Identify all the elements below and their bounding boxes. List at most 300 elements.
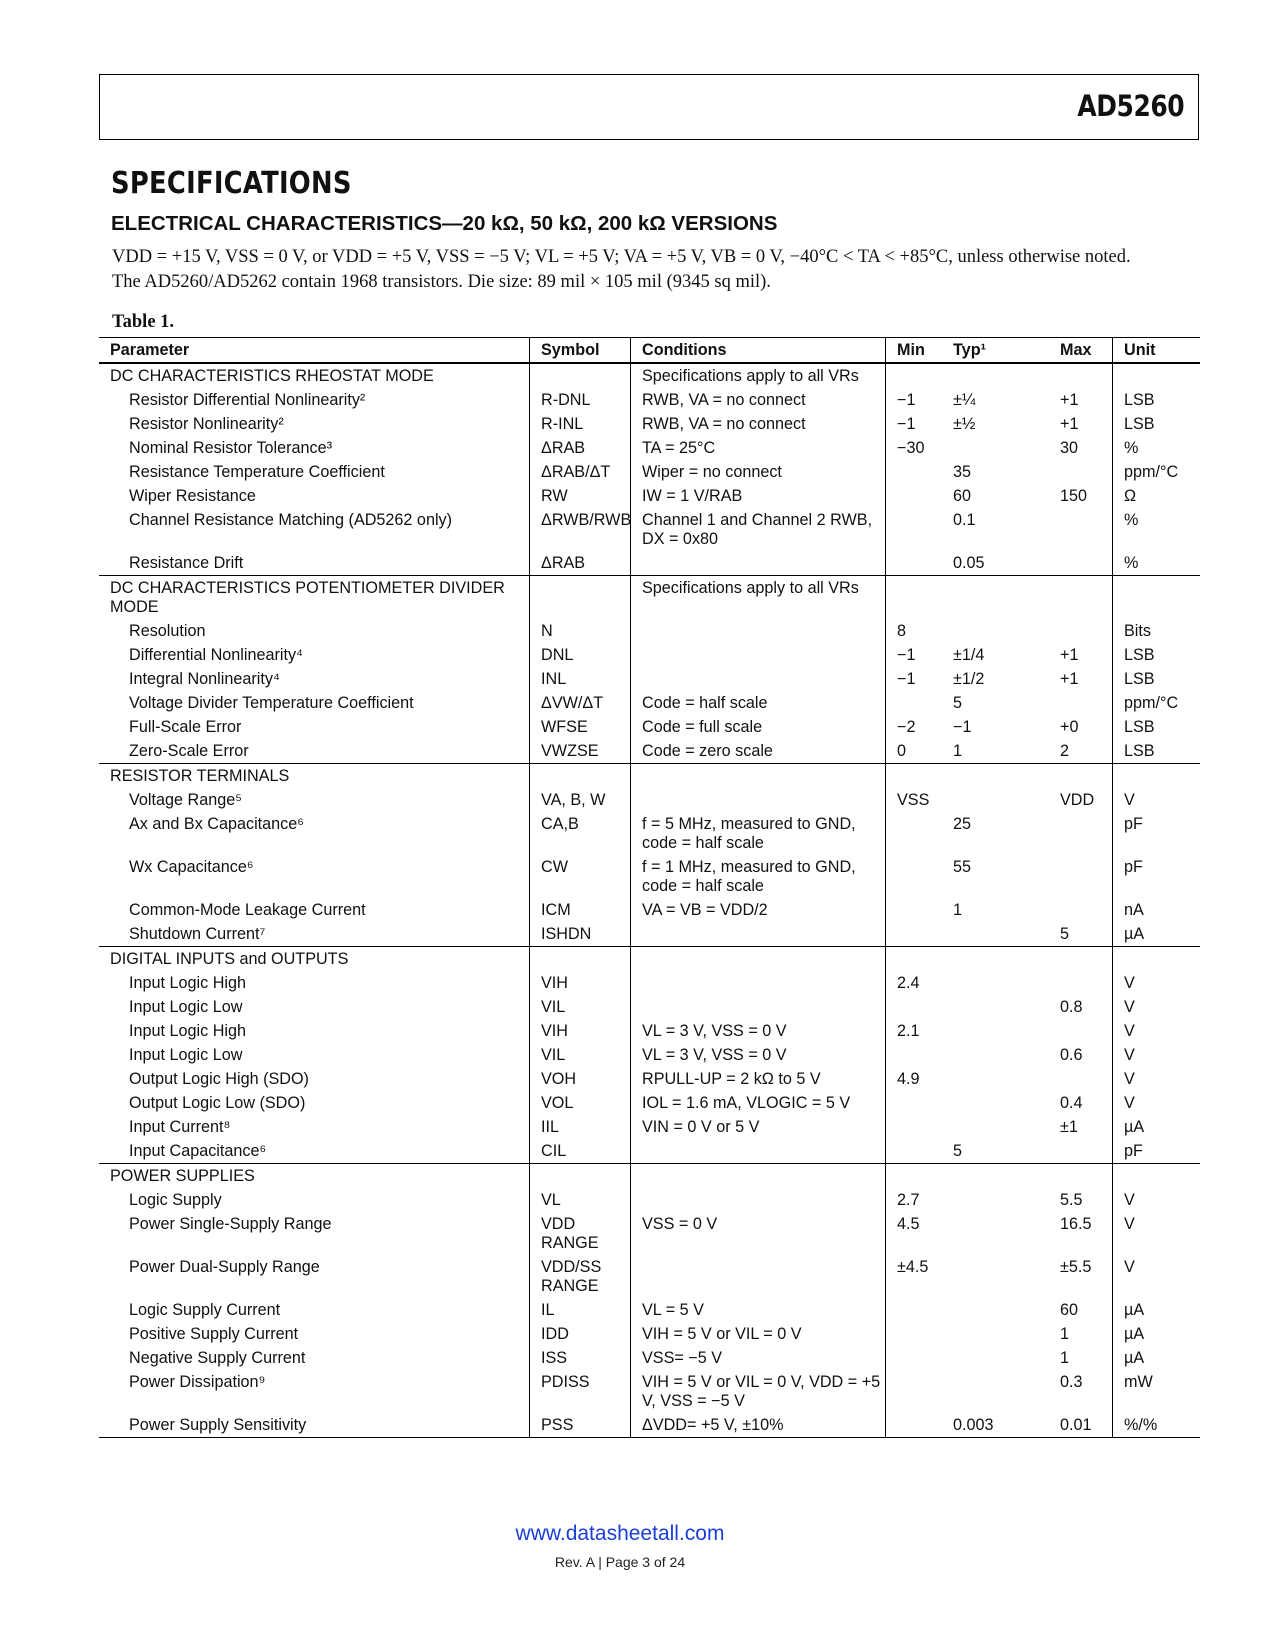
- cell-parameter: Input Logic Low: [129, 1046, 243, 1064]
- cell-conditions: VIH = 5 V or VIL = 0 V, VDD = +5 V, VSS = −5 V: [630, 1370, 885, 1413]
- cell-typ: [942, 1255, 1054, 1298]
- cell-symbol: N: [529, 619, 630, 643]
- cell-typ: ±1/4: [953, 646, 985, 664]
- cell-conditions: [630, 643, 885, 667]
- table-row: [99, 619, 1200, 643]
- cell-max: 0.6: [1060, 1046, 1083, 1064]
- table-row: [99, 508, 1200, 551]
- cell-min: ±4.5: [885, 1255, 942, 1298]
- cell-symbol: PDISS: [529, 1370, 630, 1413]
- cell-symbol: [529, 947, 630, 971]
- cell-min: VSS: [885, 788, 942, 812]
- cell-symbol: WFSE: [529, 715, 630, 739]
- cell-max: +1: [1060, 391, 1079, 409]
- cell-parameter: RESISTOR TERMINALS: [110, 767, 290, 785]
- cell-min: −1: [885, 667, 942, 691]
- section-row: [99, 575, 1200, 619]
- cell-conditions: RWB, VA = no connect: [630, 388, 885, 412]
- cell-symbol: ΔVW/ΔT: [529, 691, 630, 715]
- cell-typ: 60: [953, 487, 972, 505]
- cell-unit: pF: [1112, 1139, 1200, 1163]
- cell-max: [1054, 508, 1112, 551]
- cell-symbol: RW: [529, 484, 630, 508]
- table-row: [99, 1043, 1200, 1067]
- cell-typ: [942, 1322, 1054, 1346]
- cell-max: [1054, 1019, 1112, 1043]
- cell-unit: V: [1112, 788, 1200, 812]
- cell-min: [885, 1322, 942, 1346]
- cell-max: 5.5: [1060, 1191, 1083, 1209]
- cell-typ: 0.1: [953, 511, 976, 529]
- cell-conditions: [630, 1188, 885, 1212]
- cell-min: [885, 364, 942, 388]
- cell-unit: LSB: [1112, 412, 1200, 436]
- cell-unit: V: [1112, 1091, 1200, 1115]
- cell-parameter: Zero-Scale Error: [129, 742, 249, 760]
- cell-min: [885, 898, 942, 922]
- cell-parameter: Resistance Drift: [129, 554, 244, 572]
- cell-max: 0.8: [1060, 998, 1083, 1016]
- cell-min: [885, 812, 942, 855]
- cell-conditions: [630, 667, 885, 691]
- table-row: [99, 412, 1200, 436]
- cell-unit: [1112, 1164, 1200, 1188]
- cell-unit: LSB: [1112, 667, 1200, 691]
- cell-parameter: Output Logic Low (SDO): [129, 1094, 306, 1112]
- cell-parameter: Voltage Divider Temperature Coefficient: [129, 694, 414, 712]
- cell-min: [885, 764, 942, 788]
- cell-symbol: IIL: [529, 1115, 630, 1139]
- table-row: [99, 484, 1200, 508]
- cell-typ: [942, 619, 1054, 643]
- cell-conditions: RPULL-UP = 2 kΩ to 5 V: [630, 1067, 885, 1091]
- cell-typ: ±½: [953, 415, 976, 433]
- cell-symbol: IDD: [529, 1322, 630, 1346]
- cell-typ: [942, 947, 1054, 971]
- table-row: [99, 812, 1200, 855]
- cell-typ: 55: [953, 858, 972, 876]
- cell-conditions: VIN = 0 V or 5 V: [630, 1115, 885, 1139]
- cell-min: 4.5: [885, 1212, 942, 1255]
- cell-max: [1054, 1139, 1112, 1163]
- cell-parameter: Resistor Differential Nonlinearity²: [129, 391, 366, 409]
- cell-max: VDD: [1060, 791, 1095, 809]
- cell-max: +1: [1060, 646, 1079, 664]
- cell-parameter: Logic Supply: [129, 1191, 222, 1209]
- table-row: [99, 1212, 1200, 1255]
- cell-typ: [942, 971, 1054, 995]
- part-number: AD5260: [1077, 89, 1184, 123]
- cell-conditions: [630, 1139, 885, 1163]
- cell-symbol: ISS: [529, 1346, 630, 1370]
- cell-min: −1: [885, 412, 942, 436]
- cell-symbol: VIH: [529, 1019, 630, 1043]
- cell-unit: LSB: [1112, 739, 1200, 763]
- cell-typ: [942, 364, 1054, 388]
- cell-parameter: Shutdown Current⁷: [129, 925, 266, 943]
- cell-min: [885, 947, 942, 971]
- cell-conditions: [630, 551, 885, 575]
- cell-unit: µA: [1112, 922, 1200, 946]
- table-row: [99, 1188, 1200, 1212]
- cell-conditions: IOL = 1.6 mA, VLOGIC = 5 V: [630, 1091, 885, 1115]
- cell-max: +1: [1060, 415, 1079, 433]
- cell-min: [885, 1091, 942, 1115]
- cell-parameter: Power Single-Supply Range: [129, 1215, 332, 1233]
- cell-parameter: Input Logic High: [129, 1022, 246, 1040]
- cell-min: [885, 508, 942, 551]
- cell-unit: [1112, 947, 1200, 971]
- table-row: [99, 1322, 1200, 1346]
- cell-typ: [942, 788, 1054, 812]
- cell-typ: [942, 1115, 1054, 1139]
- cell-parameter: Common-Mode Leakage Current: [129, 901, 366, 919]
- cell-parameter: Full-Scale Error: [129, 718, 242, 736]
- cell-conditions: IW = 1 V/RAB: [630, 484, 885, 508]
- footer-page-info: Rev. A | Page 3 of 24: [554, 1554, 686, 1570]
- cell-symbol: ICM: [529, 898, 630, 922]
- cell-min: −1: [885, 388, 942, 412]
- cell-conditions: [630, 947, 885, 971]
- cell-typ: −1: [953, 718, 972, 736]
- section-row: [99, 763, 1200, 788]
- cell-parameter: Output Logic High (SDO): [129, 1070, 309, 1088]
- table-row: [99, 971, 1200, 995]
- table-row: [99, 1019, 1200, 1043]
- cell-symbol: ISHDN: [529, 922, 630, 946]
- header-max: Max: [1060, 341, 1092, 359]
- cell-typ: [942, 995, 1054, 1019]
- table-row: [99, 995, 1200, 1019]
- header-unit: Unit: [1112, 338, 1200, 362]
- cell-unit: nA: [1112, 898, 1200, 922]
- cell-conditions: [630, 922, 885, 946]
- cell-typ: [942, 1164, 1054, 1188]
- table-row: [99, 898, 1200, 922]
- cell-unit: µA: [1112, 1115, 1200, 1139]
- table-row: [99, 1091, 1200, 1115]
- header-conditions: Conditions: [630, 338, 885, 362]
- cell-conditions: [630, 995, 885, 1019]
- cell-typ: [942, 1346, 1054, 1370]
- cell-typ: 0.003: [953, 1416, 994, 1434]
- cell-parameter: Positive Supply Current: [129, 1325, 299, 1343]
- table-row: [99, 715, 1200, 739]
- table-row: [99, 855, 1200, 898]
- cell-parameter: Voltage Range⁵: [129, 791, 242, 809]
- cell-unit: µA: [1112, 1298, 1200, 1322]
- cell-typ: [942, 576, 1054, 619]
- table-body: [99, 363, 1200, 1438]
- intro-line-2: The AD5260/AD5262 contain 1968 transistors. Die size: 89 mil × 105 mil (9345 sq mil).: [112, 272, 771, 292]
- cell-conditions: TA = 25°C: [630, 436, 885, 460]
- header-typ: Typ¹: [953, 341, 986, 359]
- header-min: Min: [885, 338, 942, 362]
- cell-max: [1054, 764, 1112, 788]
- cell-conditions: [630, 788, 885, 812]
- cell-min: 2.1: [885, 1019, 942, 1043]
- cell-parameter: Power Dissipation⁹: [129, 1373, 266, 1391]
- cell-unit: LSB: [1112, 388, 1200, 412]
- cell-typ: 25: [953, 815, 972, 833]
- cell-min: [885, 922, 942, 946]
- cell-typ: 35: [953, 463, 972, 481]
- cell-parameter: Wiper Resistance: [129, 487, 256, 505]
- cell-conditions: [630, 764, 885, 788]
- cell-min: −2: [885, 715, 942, 739]
- table-row: [99, 1139, 1200, 1163]
- cell-symbol: CW: [529, 855, 630, 898]
- cell-symbol: VWZSE: [529, 739, 630, 763]
- footer-url-link[interactable]: www.datasheetall.com: [515, 1522, 725, 1545]
- cell-symbol: R-INL: [529, 412, 630, 436]
- cell-symbol: VDD/SS RANGE: [529, 1255, 630, 1298]
- cell-max: [1054, 1067, 1112, 1091]
- cell-min: [885, 1164, 942, 1188]
- cell-conditions: [630, 619, 885, 643]
- cell-parameter: Nominal Resistor Tolerance³: [129, 439, 333, 457]
- cell-typ: [942, 1067, 1054, 1091]
- cell-conditions: f = 1 MHz, measured to GND, code = half scale: [630, 855, 885, 898]
- cell-max: 1: [1060, 1349, 1070, 1367]
- cell-max: [1054, 551, 1112, 575]
- cell-unit: [1112, 364, 1200, 388]
- cell-typ: [942, 1188, 1054, 1212]
- cell-symbol: VIL: [529, 1043, 630, 1067]
- cell-unit: %/%: [1112, 1413, 1200, 1437]
- cell-symbol: VA, B, W: [529, 788, 630, 812]
- cell-min: −1: [885, 643, 942, 667]
- cell-conditions: VA = VB = VDD/2: [630, 898, 885, 922]
- cell-typ: 5: [953, 694, 963, 712]
- cell-parameter: Logic Supply Current: [129, 1301, 281, 1319]
- cell-symbol: VIH: [529, 971, 630, 995]
- cell-symbol: VOH: [529, 1067, 630, 1091]
- spec-table: [99, 337, 1200, 1438]
- cell-typ: [942, 436, 1054, 460]
- cell-symbol: [529, 576, 630, 619]
- cell-symbol: ΔRAB: [529, 436, 630, 460]
- cell-unit: µA: [1112, 1346, 1200, 1370]
- cell-parameter: Channel Resistance Matching (AD5262 only): [129, 511, 453, 529]
- cell-conditions: VIH = 5 V or VIL = 0 V: [630, 1322, 885, 1346]
- cell-min: [885, 460, 942, 484]
- cell-conditions: VL = 3 V, VSS = 0 V: [630, 1019, 885, 1043]
- table-row: [99, 1413, 1200, 1438]
- cell-conditions: Code = half scale: [630, 691, 885, 715]
- table-row: [99, 643, 1200, 667]
- cell-conditions: Code = zero scale: [630, 739, 885, 763]
- table-row: [99, 1067, 1200, 1091]
- cell-symbol: ΔRWB/RWB: [529, 508, 630, 551]
- cell-symbol: ΔRAB: [529, 551, 630, 575]
- cell-typ: [942, 1298, 1054, 1322]
- cell-unit: LSB: [1112, 643, 1200, 667]
- cell-unit: V: [1112, 995, 1200, 1019]
- cell-unit: [1112, 764, 1200, 788]
- cell-max: [1054, 947, 1112, 971]
- cell-min: [885, 1370, 942, 1413]
- cell-unit: Ω: [1112, 484, 1200, 508]
- table-row: [99, 551, 1200, 575]
- cell-symbol: ΔRAB/ΔT: [529, 460, 630, 484]
- cell-max: 16.5: [1060, 1215, 1092, 1233]
- cell-symbol: VOL: [529, 1091, 630, 1115]
- cell-unit: V: [1112, 1019, 1200, 1043]
- table-row: [99, 922, 1200, 946]
- cell-conditions: Specifications apply to all VRs: [630, 576, 885, 619]
- cell-typ: [942, 1091, 1054, 1115]
- table-row: [99, 739, 1200, 763]
- table-row: [99, 788, 1200, 812]
- cell-unit: %: [1112, 508, 1200, 551]
- cell-parameter: POWER SUPPLIES: [110, 1167, 255, 1185]
- cell-conditions: [630, 971, 885, 995]
- cell-min: −30: [885, 436, 942, 460]
- section-subtitle: ELECTRICAL CHARACTERISTICS—20 kΩ, 50 kΩ, 200 kΩ VERSIONS: [111, 212, 778, 235]
- cell-parameter: Negative Supply Current: [129, 1349, 306, 1367]
- cell-conditions: [630, 1164, 885, 1188]
- table-caption: Table 1.: [112, 312, 175, 332]
- cell-symbol: VIL: [529, 995, 630, 1019]
- cell-unit: Bits: [1112, 619, 1200, 643]
- cell-parameter: Resistance Temperature Coefficient: [129, 463, 385, 481]
- cell-max: 60: [1060, 1301, 1079, 1319]
- cell-max: [1054, 1164, 1112, 1188]
- cell-parameter: DC CHARACTERISTICS RHEOSTAT MODE: [110, 367, 434, 385]
- cell-max: [1054, 460, 1112, 484]
- intro-line-1: VDD = +15 V, VSS = 0 V, or VDD = +5 V, VSS = −5 V; VL = +5 V; VA = +5 V, VB = 0 V, −40°C < TA < +85°C, unless otherwise noted.: [112, 247, 1131, 267]
- table-row: [99, 388, 1200, 412]
- cell-unit: %: [1112, 436, 1200, 460]
- cell-parameter: Resistor Nonlinearity²: [129, 415, 284, 433]
- cell-max: 2: [1060, 742, 1070, 760]
- cell-symbol: [529, 1164, 630, 1188]
- cell-unit: [1112, 576, 1200, 619]
- cell-unit: pF: [1112, 812, 1200, 855]
- cell-conditions: f = 5 MHz, measured to GND, code = half scale: [630, 812, 885, 855]
- cell-symbol: DNL: [529, 643, 630, 667]
- table-row: [99, 1115, 1200, 1139]
- cell-symbol: CA,B: [529, 812, 630, 855]
- cell-max: [1054, 898, 1112, 922]
- cell-typ: [942, 1212, 1054, 1255]
- intro-text: [112, 245, 1202, 295]
- cell-typ: [942, 1370, 1054, 1413]
- cell-min: [885, 1413, 942, 1437]
- cell-typ: [942, 1043, 1054, 1067]
- cell-min: [885, 1346, 942, 1370]
- table-row: [99, 436, 1200, 460]
- cell-typ: ±1/2: [953, 670, 985, 688]
- cell-unit: V: [1112, 1067, 1200, 1091]
- cell-parameter: Integral Nonlinearity⁴: [129, 670, 280, 688]
- cell-conditions: ΔVDD= +5 V, ±10%: [630, 1413, 885, 1437]
- cell-unit: pF: [1112, 855, 1200, 898]
- cell-parameter: Wx Capacitance⁶: [129, 858, 254, 876]
- header-symbol: Symbol: [529, 338, 630, 362]
- header-parameter: Parameter: [110, 341, 190, 359]
- cell-typ: [942, 1019, 1054, 1043]
- table-row: [99, 1346, 1200, 1370]
- cell-max: 30: [1060, 439, 1079, 457]
- cell-conditions: VL = 5 V: [630, 1298, 885, 1322]
- cell-unit: mW: [1112, 1370, 1200, 1413]
- cell-typ: [942, 922, 1054, 946]
- cell-max: [1054, 364, 1112, 388]
- cell-min: [885, 576, 942, 619]
- table-row: [99, 667, 1200, 691]
- cell-min: 2.7: [885, 1188, 942, 1212]
- cell-symbol: PSS: [529, 1413, 630, 1437]
- cell-parameter: Input Logic High: [129, 974, 246, 992]
- cell-parameter: Power Dual-Supply Range: [129, 1258, 320, 1276]
- cell-min: [885, 551, 942, 575]
- cell-symbol: CIL: [529, 1139, 630, 1163]
- cell-conditions: RWB, VA = no connect: [630, 412, 885, 436]
- cell-max: [1054, 691, 1112, 715]
- cell-max: ±1: [1060, 1118, 1078, 1136]
- cell-min: 8: [885, 619, 942, 643]
- page-header-box: [99, 74, 1199, 140]
- cell-unit: V: [1112, 971, 1200, 995]
- cell-symbol: VDD RANGE: [529, 1212, 630, 1255]
- cell-symbol: [529, 764, 630, 788]
- cell-max: 0.4: [1060, 1094, 1083, 1112]
- cell-parameter: Resolution: [129, 622, 206, 640]
- cell-parameter: Input Capacitance⁶: [129, 1142, 267, 1160]
- cell-conditions: VSS= −5 V: [630, 1346, 885, 1370]
- cell-parameter: Input Logic Low: [129, 998, 243, 1016]
- section-row: [99, 1163, 1200, 1188]
- cell-parameter: Power Supply Sensitivity: [129, 1416, 307, 1434]
- cell-min: [885, 1298, 942, 1322]
- cell-max: 0.01: [1060, 1416, 1092, 1434]
- cell-min: [885, 1115, 942, 1139]
- table-header-row: [99, 337, 1200, 363]
- cell-min: [885, 855, 942, 898]
- cell-max: [1054, 812, 1112, 855]
- cell-unit: V: [1112, 1043, 1200, 1067]
- table-row: [99, 1298, 1200, 1322]
- cell-typ: 5: [953, 1142, 963, 1160]
- cell-min: 0: [885, 739, 942, 763]
- cell-parameter: Ax and Bx Capacitance⁶: [129, 815, 304, 833]
- cell-symbol: R-DNL: [529, 388, 630, 412]
- cell-min: 2.4: [885, 971, 942, 995]
- cell-conditions: Wiper = no connect: [630, 460, 885, 484]
- cell-conditions: Specifications apply to all VRs: [630, 364, 885, 388]
- cell-typ: 1: [953, 742, 963, 760]
- cell-max: [1054, 855, 1112, 898]
- cell-symbol: IL: [529, 1298, 630, 1322]
- table-row: [99, 1255, 1200, 1298]
- section-row: [99, 946, 1200, 971]
- cell-max: [1054, 971, 1112, 995]
- cell-max: [1054, 576, 1112, 619]
- cell-parameter: DC CHARACTERISTICS POTENTIOMETER DIVIDER MODE: [110, 579, 505, 616]
- cell-unit: %: [1112, 551, 1200, 575]
- cell-max: 5: [1060, 925, 1070, 943]
- cell-max: 0.3: [1060, 1373, 1083, 1391]
- cell-conditions: VL = 3 V, VSS = 0 V: [630, 1043, 885, 1067]
- cell-unit: µA: [1112, 1322, 1200, 1346]
- cell-typ: ±¼: [953, 391, 976, 409]
- cell-typ: 0.05: [953, 554, 985, 572]
- cell-parameter: DIGITAL INPUTS and OUTPUTS: [110, 950, 349, 968]
- cell-max: [1054, 619, 1112, 643]
- page-title: SPECIFICATIONS: [111, 166, 352, 201]
